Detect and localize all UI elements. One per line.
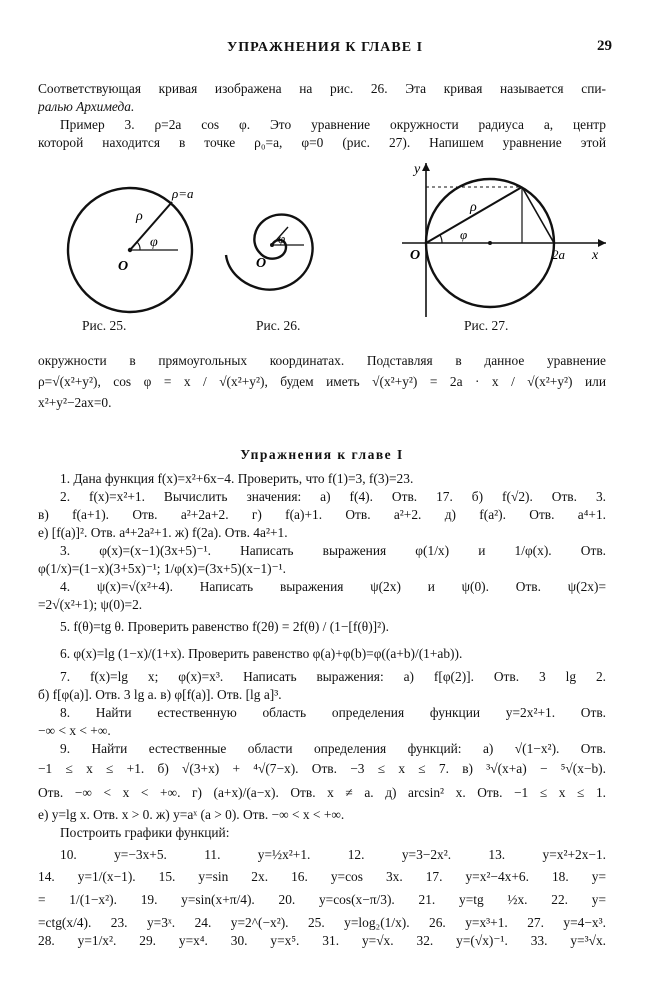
x-arrow — [598, 239, 606, 247]
figure-26-caption: Рис. 26. — [256, 318, 301, 333]
exercise-line: б) f[φ(a)]. Отв. 3 lg a. в) φ[f(a)]. Отв. [lg a]³. — [38, 687, 282, 702]
figure-26 — [212, 185, 337, 315]
angle-arc — [137, 242, 140, 250]
figure-25-caption: Рис. 25. — [82, 318, 127, 333]
text-line: Соответствующая кривая изображена на рис. 26. Эта кривая называется спи- — [38, 81, 606, 96]
exercise-line: = 1/(1−x²). 19. y=sin(x+π/4). 20. y=cos(x−π/3). 21. y=tg ½x. 22. y= — [38, 892, 606, 907]
exercise-line: −∞ < x < +∞. — [38, 723, 111, 738]
rho-label: ρ — [136, 209, 143, 224]
phi-label: φ — [460, 227, 468, 242]
after-figures-text — [38, 352, 606, 412]
exercise-line: =2√(x²+1); ψ(0)=2. — [38, 597, 143, 612]
rho-label: ρ — [470, 200, 477, 215]
exercise-line: 9. Найти естественные области определения функций: а) √(1−x²). Отв. — [60, 741, 606, 756]
page-number: 29 — [597, 38, 612, 54]
exercises — [38, 470, 606, 950]
figure-25 — [60, 180, 200, 320]
center-point — [488, 241, 492, 245]
exercise-line: 14. y=1/(x−1). 15. y=sin 2x. 16. y=cos 3x. 17. y=x²−4x+6. 18. y= — [38, 869, 606, 884]
two-a-label: 2a — [552, 247, 565, 262]
phi-label: φ — [278, 231, 286, 246]
exercise-line: 28. y=1/x². 29. y=x⁴. 30. y=x⁵. 31. y=√x. 32. y=(√x)⁻¹. 33. y=³√x. — [38, 933, 606, 948]
exercise-line: в) f(a+1). Отв. a²+2a+2. г) f(a)+1. Отв. a²+2. д) f(a²). Отв. a⁴+1. — [38, 507, 606, 522]
y-arrow — [422, 163, 430, 171]
exercise-line: 3. φ(x)=(x−1)(3x+5)⁻¹. Написать выражения φ(1/x) и 1/φ(x). Отв. — [60, 543, 606, 558]
exercise-line: 2. f(x)=x²+1. Вычислить значения: а) f(4). Отв. 17. б) f(√2). Отв. 3. — [60, 489, 606, 504]
rho-equals-label: ρ=a — [172, 186, 194, 201]
figure-27 — [394, 155, 610, 320]
exercise-line: 5. f(θ)=tg θ. Проверить равенство f(2θ) = 2f(θ) / (1−[f(θ)]²). — [60, 619, 389, 634]
running-header: УПРАЖНЕНИЯ К ГЛАВЕ I — [226, 40, 424, 55]
exercise-line: Построить графики функций: — [60, 825, 230, 840]
x-label: x — [592, 248, 599, 263]
exercise-line: е) y=lg x. Отв. x > 0. ж) y=aˣ (a > 0). Отв. −∞ < x < +∞. — [38, 807, 345, 822]
exercise-line: е) [f(a)]². Отв. a⁴+2a²+1. ж) f(2a). Отв. 4a²+1. — [38, 525, 288, 540]
text-line: которой находится в точке ρ₀=a, φ=0 (рис. 27). Напишем уравнение этой — [38, 135, 606, 150]
intro-text — [38, 80, 606, 152]
origin-label: O — [256, 256, 267, 271]
exercise-line: 6. φ(x)=lg (1−x)/(1+x). Проверить равенство φ(a)+φ(b)=φ((a+b)/(1+ab)). — [60, 646, 463, 661]
pole-point — [270, 243, 274, 247]
exercise-line: 7. f(x)=lg x; φ(x)=x³. Написать выражения: а) f[φ(2)]. Отв. 3 lg 2. — [60, 669, 606, 684]
text-line: ρ=√(x²+y²), cos φ = x / √(x²+y²), будем иметь √(x²+y²) = 2a · x / √(x²+y²) или — [38, 374, 606, 389]
section-heading: Упражнения к главе I — [240, 447, 404, 462]
origin-label: O — [410, 248, 421, 263]
exercise-line: 1. Дана функция f(x)=x²+6x−4. Проверить, что f(1)=3, f(3)=23. — [60, 471, 414, 486]
exercise-line: −1 ≤ x ≤ +1. б) √(3+x) + ⁴√(7−x). Отв. −3 ≤ x ≤ 7. в) ³√(x+a) − ⁵√(x−b). — [38, 761, 606, 776]
angle-arc — [440, 235, 442, 243]
chord-line — [522, 187, 554, 243]
exercise-line: φ(1/x)=(1−x)(3+5x)⁻¹; 1/φ(x)=(3x+5)(x−1)⁻¹. — [38, 561, 287, 576]
exercise-line: Отв. −∞ < x < +∞. г) (a+x)/(a−x). Отв. x ≠ a. д) arcsin² x. Отв. −1 ≤ x ≤ 1. — [38, 785, 606, 800]
exercise-line: 8. Найти естественную область определения функции y=2x²+1. Отв. — [60, 705, 606, 720]
y-label: y — [414, 162, 421, 177]
text-line: окружности в прямоугольных координатах. Подставляя в данное уравнение — [38, 353, 606, 368]
phi-label: φ — [150, 235, 158, 250]
figure-27-caption: Рис. 27. — [464, 318, 509, 333]
exercise-line: 4. ψ(x)=√(x²+4). Написать выражения ψ(2x) и ψ(0). Отв. ψ(2x)= — [60, 579, 606, 594]
spiral-curve — [226, 215, 313, 290]
origin-label: O — [118, 259, 129, 274]
exercise-line: =ctg(x/4). 23. y=3ˣ. 24. y=2^(−x²). 25. y=log₂(1/x). 26. y=x³+1. 27. y=4−x³. — [38, 915, 606, 930]
radius-line — [426, 187, 522, 243]
text-line: ралью Архимеда. — [38, 99, 135, 114]
text-line: x²+y²−2ax=0. — [38, 395, 112, 410]
exercise-line: 10. y=−3x+5. 11. y=½x²+1. 12. y=3−2x². 13. y=x²+2x−1. — [60, 847, 606, 862]
text-line: Пример 3. ρ=2a cos φ. Это уравнение окружности радиуса a, центр — [60, 117, 606, 132]
pole-point — [128, 248, 132, 252]
